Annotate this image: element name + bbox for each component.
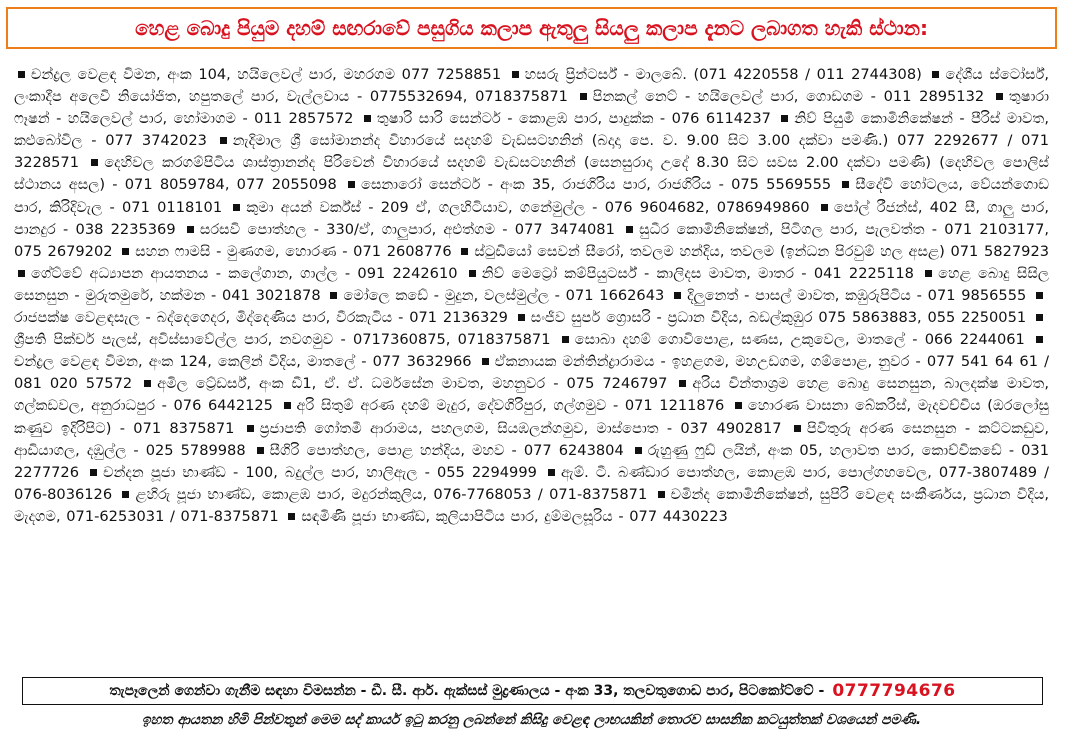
bullet-square-icon [364, 115, 371, 122]
bullet-square-icon [674, 292, 681, 299]
outlet-entry: සඳමිණි පූජා භාණ්ඩ, කුලියාපිටිය පාර, දුම්මලසූරිය - 077 4430223 [301, 507, 728, 525]
outlet-entry: අමිල ට්‍රේඩර්ස්, අංක ඩී1, ඒ. ඒ. ධර්මසේන මාවත, මහනුවර - 075 7246797 [157, 375, 668, 393]
outlet-entry: චමින්ද කොමිනිකේෂන්, සුපිරි වෙළඳ සංකීර්ණය, ප්‍රධාන විදිය, මැදගම, 071-6253031 / 071-8375871 [14, 485, 1049, 525]
outlet-entry: පිවිතුරු අරණ සෙනසුන - කට්ටකඩුව, ආඩියාගල, දඹුල්ල - 025 5789988 [14, 419, 1049, 459]
bullet-square-icon [257, 447, 264, 454]
postal-order-text: තැපෑලෙන් ගෙන්වා ගැනීම සඳහා විමසන්න - ඩී. සී. ආර්. ඇක්සස් මුද්‍රණාලය - අංක 33, තලවතුගොඩ පාර, පිටකෝට්ටේ - [109, 683, 825, 699]
bullet-square-icon [288, 513, 295, 520]
bullet-square-icon [1036, 336, 1043, 343]
bullet-square-icon [580, 93, 587, 100]
bullet-square-icon [348, 181, 355, 188]
bullet-square-icon [635, 447, 642, 454]
outlet-entry: තුෂාරා ෆෑෂන් - හයිලෙවල් පාර, හෝමාගම - 011 2857572 [14, 88, 1049, 128]
bullet-square-icon [1036, 292, 1043, 299]
outlet-entry: හෙළ බොදු සිසිල සෙනසුන - මුරුතමුරේ, හක්මන - 041 3021878 [14, 264, 1049, 304]
bullet-square-icon [122, 248, 129, 255]
bullet-square-icon [284, 402, 291, 409]
outlet-entry: තුෂාරි සාරි සෙන්ටර් - කොළඹ පාර, පාදුක්ක - 076 6114237 [376, 110, 771, 128]
outlet-entry: නිව් පියුමි කොමිනිකේෂන් - පීරිස් මාවත, කළුබෝවිල - 077 3742023 [14, 110, 1049, 150]
bullet-square-icon [679, 380, 686, 387]
bullet-square-icon [91, 159, 98, 166]
outlet-entry: නිව් මෙට්‍රෝ කම්පියුටර්ස් - කාලිදස මාවත, මාතර - 041 2225118 [481, 264, 914, 282]
outlet-entry: චන්ද්‍රල වෙළඳ විමන, අංක 104, හයිලෙවල් පාර, මහරගම 077 7258851 [31, 66, 502, 83]
outlet-entry: දිලුනෙත් - පාසල් මාවත, කඹුරුපිටිය - 071 9856555 [687, 286, 1027, 304]
outlet-entry: සෙනාරෝ සෙන්ටර් - අංක 35, රාජගිරිය පාර, රාජගිරිය - 075 5569555 [361, 176, 832, 194]
outlet-entry: අරි සිතුම් අරණ දහම් මැදුර, දේවගිරිපුර, ගල්ගමුව - 071 1211876 [296, 397, 725, 415]
outlet-entry: පිනකල් නෙට් - හයිලෙවල් පාර, ගොඩගම - 011 2895132 [592, 88, 985, 106]
bullet-square-icon [925, 270, 932, 277]
postal-order-box [22, 677, 1043, 705]
bullet-square-icon [658, 491, 665, 498]
outlet-entry: ඇම්. ටී. බණ්ඩාර පොත්හල, කොළඹ පාර, පොල්ගහවෙල, 077-3807489 / 076-8036126 [14, 463, 1049, 503]
outlet-entry: සරසවි පොත්හල - 330/ඒ, ගාලුපාර, අළුත්ගම - 077 3474081 [199, 220, 615, 238]
outlet-entry: දෙහිවල කරගම්පිටිය ශාස්ත්‍රානන්ද පිරිවෙන් විහාරයේ සදහම් වැඩසටහනින් (සෙනසුරාදා උදේ 8.30 සිට සවස 2.00 දක්වා පමණි) (දෙහිවල පොලිස් ස්ථානය අසල) - 071 8059784, 077 2055098 [14, 154, 1049, 194]
bullet-square-icon [144, 380, 151, 387]
bullet-square-icon [932, 71, 939, 78]
bullet-square-icon [469, 270, 476, 277]
outlet-entry: අරිය චින්තාශ්‍රම හෙළ බොදු සෙනසුන, බාලදක්ෂ මාවත, ගල්කඩවල, අනුරාධපුර - 076 6442125 [14, 375, 1049, 415]
disclaimer-note: ඉහත ආයතන හිමි පින්වතුන් මෙම සද් කාර්ය ඉටු කරනු ලබන්නේ කිසිදු වෙළඳ ලාභයකින් තොරව සාසනික කටයුත්තක් වශයෙන් පමණි. [141, 712, 922, 728]
bullet-square-icon [18, 270, 25, 277]
bullet-square-icon [794, 425, 801, 432]
bullet-square-icon [842, 181, 849, 188]
outlet-entry: කුමා අයන් වර්ක්ස් - 209 ඒ, ගලහිටියාව, ගනේමුල්ල - 076 9604682, 0786949860 [246, 198, 810, 216]
bullet-square-icon [562, 336, 569, 343]
outlet-entry: මෝලෙ කඩේ - මුදුන, වලස්මුල්ල - 071 1662643 [343, 286, 665, 304]
outlet-entry: සංජීව සුපර් ග්‍රොසරි - ප්‍රධාන විදිය, බඩල්කුඹුර 075 5863883, 055 2250051 [530, 309, 1027, 327]
outlet-entry: ළහිරු පූජා භාණ්ඩ, කොළඹ පාර, මදුරන්කුලිය, 076-7768053 / 071-8375871 [135, 485, 648, 503]
bullet-square-icon [548, 469, 555, 476]
bullet-square-icon [512, 71, 519, 78]
bullet-square-icon [233, 204, 240, 211]
bullet-square-icon [626, 226, 633, 233]
outlet-entry: සොබා දහම් ගොවිපොළ, සණස, උකුවෙල, මාතලේ - 066 2244061 [574, 331, 1025, 349]
bullet-square-icon [330, 292, 337, 299]
bullet-square-icon [122, 491, 129, 498]
postal-order-phone: 0777794676 [832, 681, 956, 701]
outlet-entry: හසරු ප්‍රින්ටර්ස් - මාලබේ. (071 4220558 / 011 2744308) [524, 66, 922, 83]
outlet-entry: දේශීය ස්ටෝර්ස්, ලංකාදීප අලෙවි නියෝජිත, හපුතලේ පාර, වැල්ලවාය - 0775532694, 0718375871 [14, 66, 1049, 106]
outlet-entry: හොරණ වාසනා බේකරිස්, මැදවච්චිය (ඔරලෝසු කණුව ඉදිරිපිට) - 071 8375871 [14, 397, 1049, 437]
bullet-square-icon [1036, 314, 1043, 321]
outlet-entry: රුහුණු ෆුඩ් ලයින්, අංක 05, හලාවත පාර, කොච්චිකඩේ - 031 2277726 [14, 441, 1049, 481]
page-title: හෙළ බොදු පියුම දහම් සඟරාවේ පසුගිය කලාප ඇතුලු සියලු කලාප දැනට ලබාගත හැකි ස්ථාන: [6, 7, 1057, 49]
bullet-square-icon [821, 204, 828, 211]
bullet-square-icon [187, 226, 194, 233]
bullet-square-icon [482, 358, 489, 365]
bullet-square-icon [461, 248, 468, 255]
outlet-entry: චන්ද්‍රල වෙළඳ විමන, අංක 124, කෙලින් වීදිය, මාතලේ - 077 3632966 [14, 353, 472, 371]
bullet-square-icon [781, 115, 788, 122]
bullet-square-icon [220, 137, 227, 144]
outlet-entry: සුධීර කොමිනිකේෂන්, පිටිගල පාර, පැලවත්ත - 071 2103177, 075 2679202 [14, 220, 1049, 260]
bullet-square-icon [735, 402, 742, 409]
outlet-entry: සීදේවි හෝටලය, වේයන්ගොඩ පාර, කිරිදිවැල - 071 0118101 [14, 176, 1049, 216]
bullet-square-icon [90, 469, 97, 476]
outlet-entry: ප්‍රජාපති ගෝතමී ආරාමය, පහලගම, සියඹලන්ගමුව, මාස්පොත - 037 4902817 [259, 419, 782, 437]
outlet-entry: චන්දන පූජා භාණ්ඩ - 100, බදුල්ල පාර, හාලිඇල - 055 2294999 [103, 463, 537, 481]
outlet-entry: නැදිමාල ශ්‍රී සෝමානන්ද විහාරයේ සදහම් වැඩසටහනින් (බදාදා පෙ. ව. 9.00 සිට 3.00 දක්වා පමණි.) 077 2292677 / 071 3228571 [14, 132, 1049, 172]
outlet-entry: සහන ෆාමසි - මුණගම, හොරණ - 071 2608776 [135, 242, 452, 260]
outlet-entry: ස්ටුඩියෝ සෙවන් සීරෝ, තවලම හන්දිය, තවලම (ඉන්ධන පිරවුම් හල අසළ) 071 5827923 [474, 242, 1049, 260]
outlet-entry: පෝල් රීජන්ස්, 402 සී, ගාලු පාර, පානදුර - 038 2235369 [14, 198, 1049, 238]
bullet-square-icon [518, 314, 525, 321]
bullet-square-icon [18, 71, 25, 78]
bullet-square-icon [996, 93, 1003, 100]
outlet-list [14, 64, 1049, 666]
outlet-entry: ශ්‍රීපති පික්චර් පැලස්, අවිස්සාවේල්ල පාර, නවගමුව - 0717360875, 0718375871 [14, 331, 551, 349]
outlet-entry: ගේට්වේ අධ්‍යාපන ආයතනය - කලේගාන, ගාල්ල - 091 2242610 [31, 264, 458, 282]
bullet-square-icon [247, 425, 254, 432]
outlet-entry: සීගිරි පොත්හල, පොළ හන්දිය, මහව - 077 6243804 [269, 441, 624, 459]
outlet-entry: රාජපක්ෂ වෙළඳසැල - බද්දෙගෙදර, මිද්දෙණිය පාර, වීරකැටිය - 071 2136329 [14, 309, 508, 327]
outlet-entry: ඒකනායක මන්තින්ද්‍රාරාමය - ඉහළගම, මහඋඩගම, ගම්පොළ, නුවර - 077 541 64 61 / 081 020 57572 [14, 353, 1049, 393]
